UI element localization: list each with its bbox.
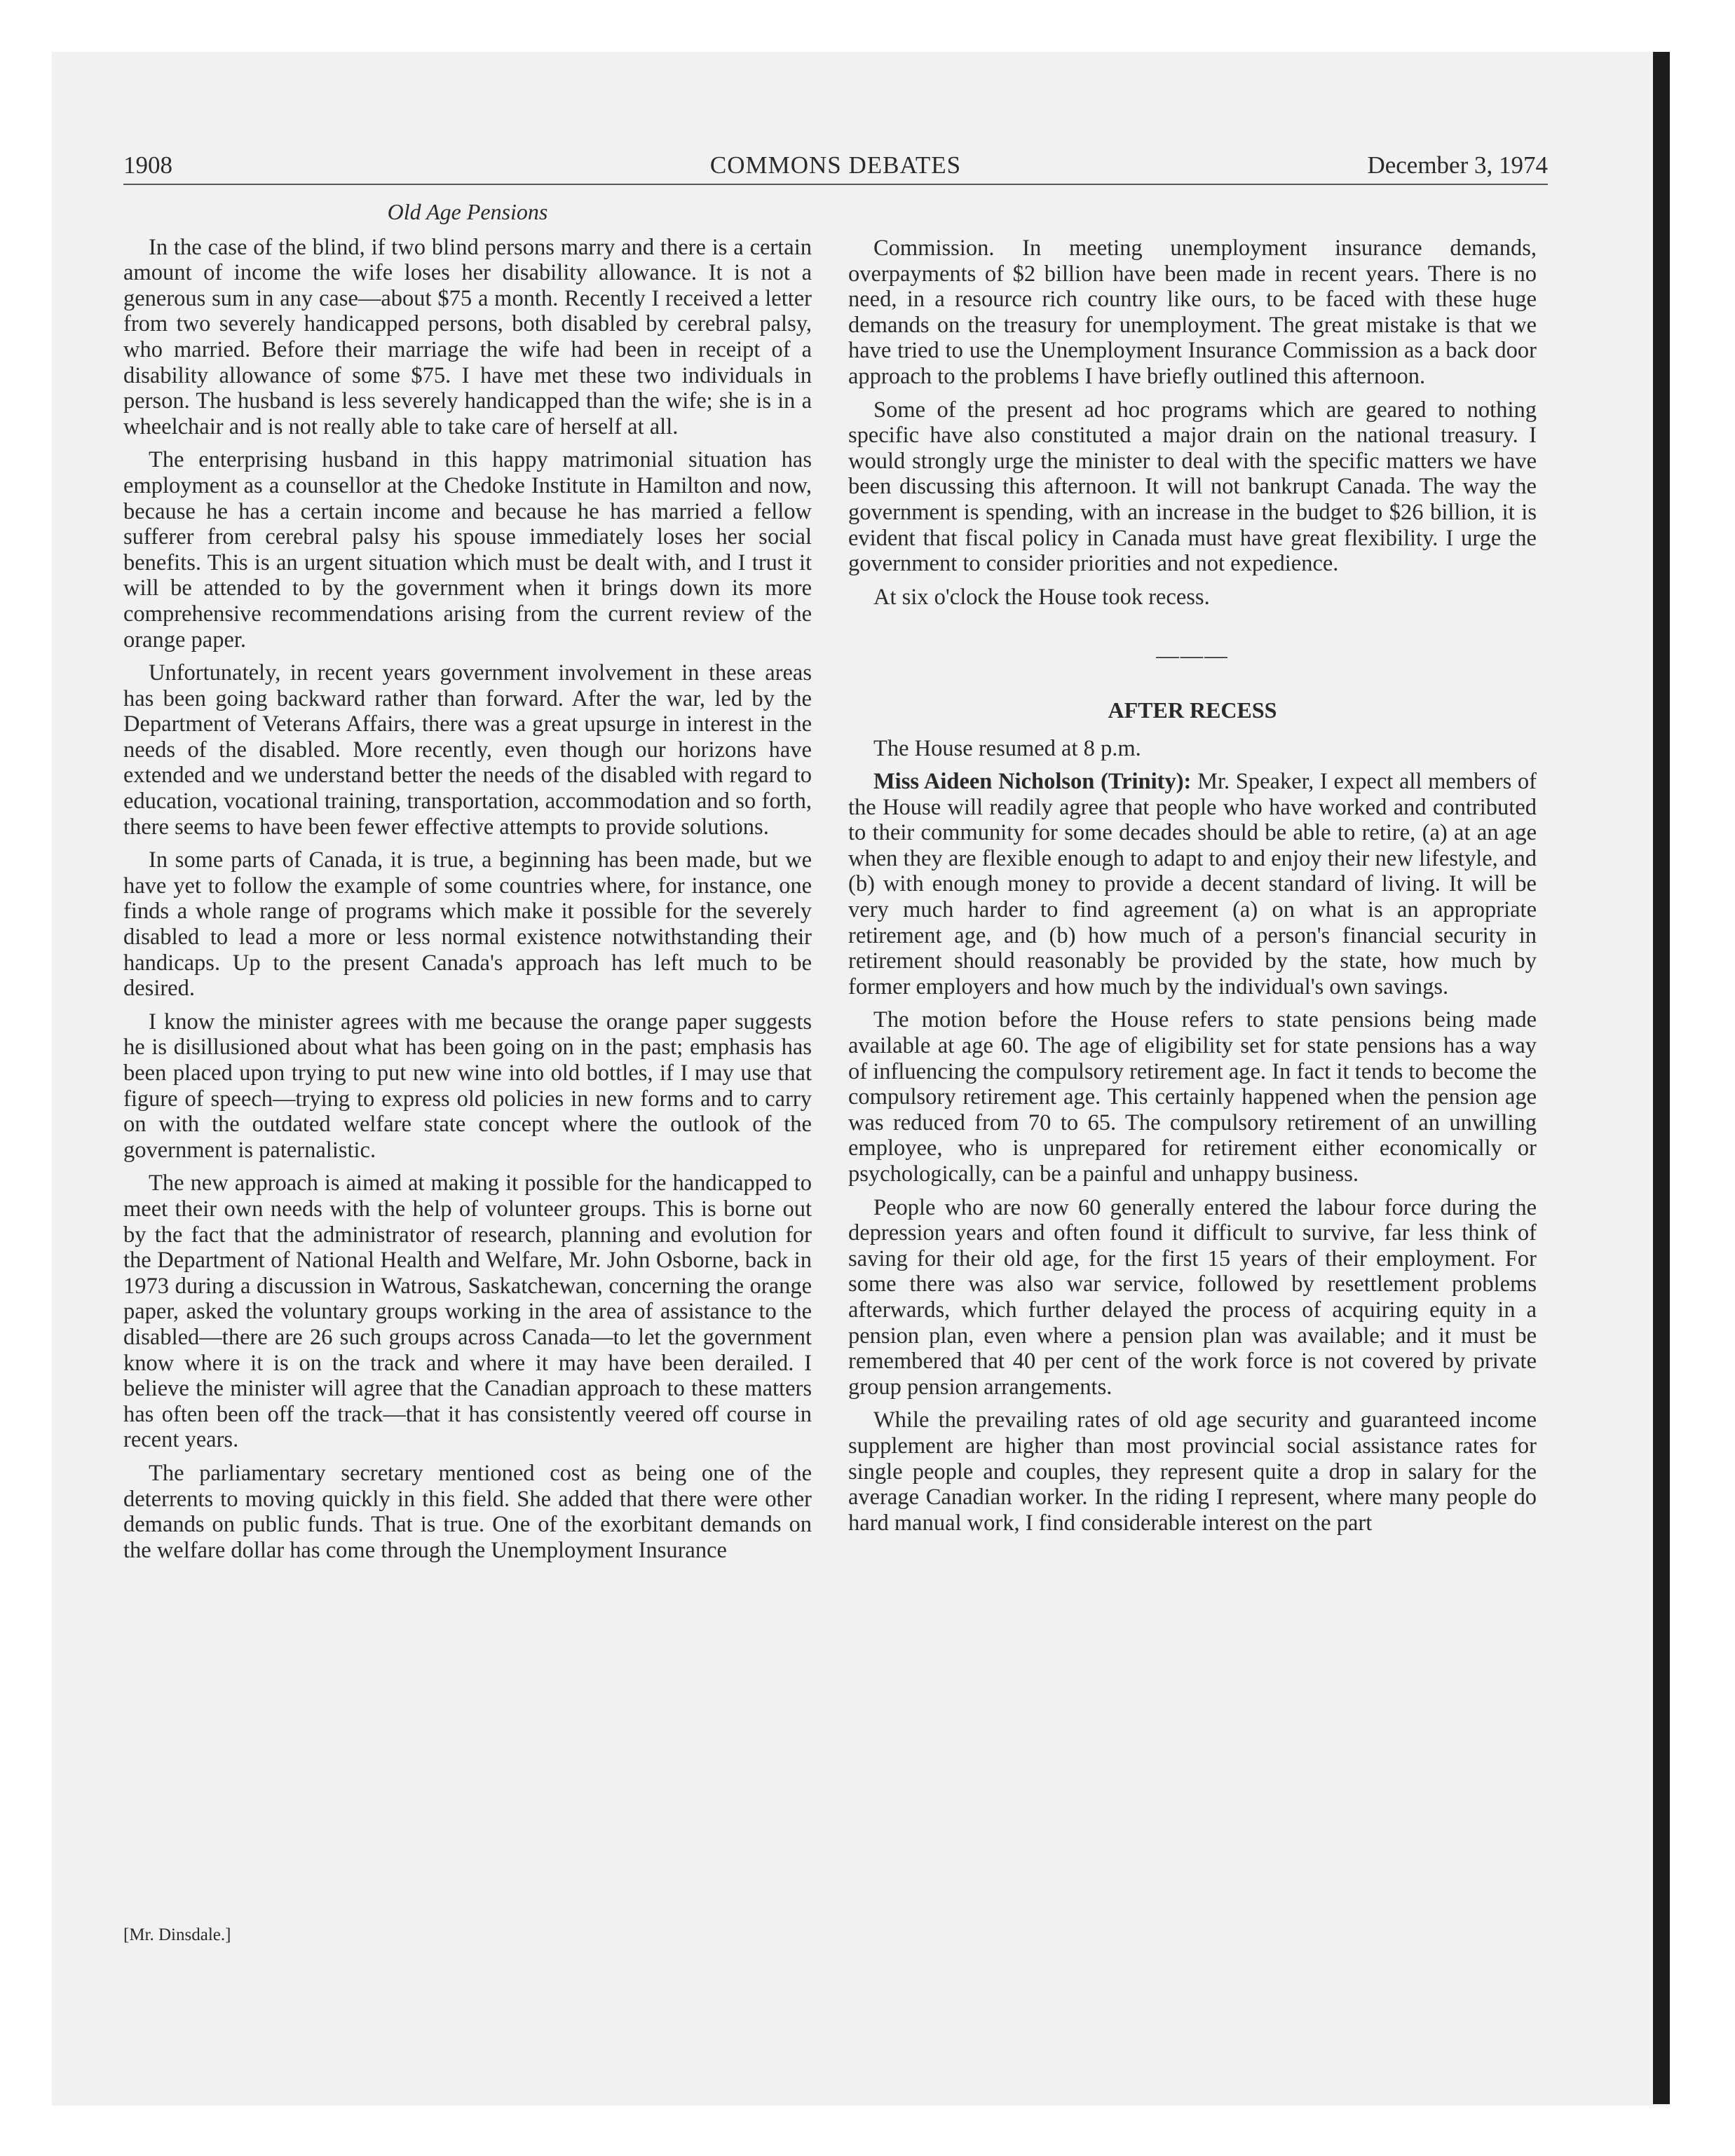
paragraph: Commission. In meeting unemployment insurance demands, overpayments of $2 billion have been made in recent years. There is no need, in a resource rich country like ours, to be faced with these huge demands on the treasury for unemployment. The great mistake is that we have tried to use the Unemployment Insurance Commission as a back door approach to the problems I have briefly outlined this afternoon. bbox=[848, 236, 1537, 389]
paragraph: At six o'clock the House took recess. bbox=[873, 584, 1210, 610]
paragraph: The enterprising husband in this happy matrimonial situation has employment as a counsellor at the Chedoke Institute in Hamilton and now, because he has a certain income and because he has married a fellow sufferer from cerebral palsy his spouse immediately loses her social benefits. This is an urgent situation which must be dealt with, and I trust it will be attended to by the government when it brings down its more comprehensive recommendations arising from the current review of the orange paper. bbox=[123, 447, 812, 653]
speaker-name: Miss Aideen Nicholson (Trinity): bbox=[873, 769, 1192, 795]
section-title: Old Age Pensions bbox=[387, 199, 548, 224]
publication-title: COMMONS DEBATES bbox=[709, 151, 962, 179]
paragraph: I know the minister agrees with me because the orange paper suggests he is disillusioned about what has been going on in the past; emphasis has been placed upon trying to put new wine into old bottles, if I may use that figure of speech—trying to express old policies in new forms and to carry on with the outdated welfare state concept where the outlook of the government is paternalistic. bbox=[123, 1009, 812, 1163]
paragraph: The parliamentary secretary mentioned cost as being one of the deterrents to moving quickly in this field. She added that there were other demands on public funds. That is true. One of the exorbitant demands on the welfare dollar has come through the Unemployment Insurance bbox=[123, 1460, 812, 1563]
speech-paragraph bbox=[848, 769, 1537, 999]
header-rule bbox=[123, 184, 1548, 185]
paragraph: People who are now 60 generally entered the labour force during the depression years and often found it difficult to survive, far less think of saving for their old age, for the first 15 years of their employment. For some there was also war service, followed by resettlement problems afterwards, which further delayed the process of acquiring equity in a pension plan, even where a pension plan was available; and it must be remembered that 40 per cent of the work force is not covered by private group pension arrangements. bbox=[848, 1194, 1537, 1400]
left-column bbox=[123, 196, 812, 1571]
paragraph: In some parts of Canada, it is true, a beginning has been made, but we have yet to follow the example of some countries where, for instance, one finds a whole range of programs which make it possible for the severely disabled to lead a more or less normal existence notwithstanding their handicaps. Up to the present Canada's approach has left much to be desired. bbox=[123, 847, 812, 1002]
speaker-attribution: [Mr. Dinsdale.] bbox=[123, 1925, 231, 1944]
recess-heading: AFTER RECESS bbox=[1108, 697, 1277, 723]
page-header bbox=[123, 150, 1548, 186]
section-separator: ——— bbox=[1156, 643, 1229, 669]
paragraph: Some of the present ad hoc programs which are geared to nothing specific have also constituted a major drain on the national treasury. I would strongly urge the minister to deal with the specific matters we have been discussing this afternoon. It will not bankrupt Canada. The way the government is spending, with an increase in the budget to $26 billion, it is evident that fiscal policy in Canada must have great flexibility. I urge the government to consider priorities and not expedience. bbox=[848, 397, 1537, 577]
paragraph: While the prevailing rates of old age security and guaranteed income supplement are higher than most provincial social assistance rates for single people and couples, they represent quite a drop in salary for the average Canadian worker. In the riding I represent, where many people do hard manual work, I find considerable interest on the part bbox=[848, 1407, 1537, 1536]
resumed-note: The House resumed at 8 p.m. bbox=[873, 735, 1141, 761]
speech-text: Mr. Speaker, I expect all members of the House will readily agree that people who have worked and contributed to their community for some decades should be able to retire, (a) at an age when they are flexible enough to adapt to and enjoy their new lifestyle, and (b) with enough money to provide a decent standard of living. It will be very much harder to find agreement (a) on what is an appropriate retirement age, and (b) how much of a person's financial security in retirement should reasonably be provided by the state, how much by former employers and how much by the individual's own savings. bbox=[848, 769, 1537, 999]
paragraph: The new approach is aimed at making it possible for the handicapped to meet their own needs with the help of volunteer groups. This is borne out by the fact that the administrator of research, planning and evolution for the Department of National Health and Welfare, Mr. John Osborne, back in 1973 during a discussion in Watrous, Saskatchewan, concerning the orange paper, asked the voluntary groups working in the area of assistance to the disabled—there are 26 such groups across Canada—to let the government know where it is on the track and where it may have been derailed. I believe the minister will agree that the Canadian approach to these matters has often been off the track—that it has consistently veered off course in recent years. bbox=[123, 1171, 812, 1453]
scan-binding-edge bbox=[1653, 52, 1670, 2104]
right-column bbox=[848, 236, 1537, 1543]
paragraph: Unfortunately, in recent years government involvement in these areas has been going backward rather than forward. After the war, led by the Department of Veterans Affairs, there was a great upsurge in interest in the needs of the disabled. More recently, even though our horizons have extended and we understand better the needs of the disabled with regard to education, vocational training, transportation, accommodation and so forth, there seems to have been fewer effective attempts to provide solutions. bbox=[123, 660, 812, 840]
paragraph: In the case of the blind, if two blind persons marry and there is a certain amount of income the wife loses her disability allowance. It is not a generous sum in any case—about $75 a month. Recently I received a letter from two severely handicapped persons, both disabled by cerebral palsy, who married. Before their marriage the wife had been in receipt of a disability allowance of some $75. I have met these two individuals in person. The husband is less severely handicapped than the wife; she is in a wheelchair and is not really able to take care of herself at all. bbox=[123, 234, 812, 439]
page-number: 1908 bbox=[123, 151, 172, 179]
paragraph: The motion before the House refers to state pensions being made available at age 60. The age of eligibility set for state pensions has a way of influencing the compulsory retirement age. In fact it tends to become the compulsory retirement age. This certainly happened when the pension age was reduced from 70 to 65. The compulsory retirement of an unwilling employee, who is unprepared for retirement either economically or psychologically, can be a painful and unhappy business. bbox=[848, 1007, 1537, 1187]
header-date: December 3, 1974 bbox=[1367, 151, 1548, 179]
